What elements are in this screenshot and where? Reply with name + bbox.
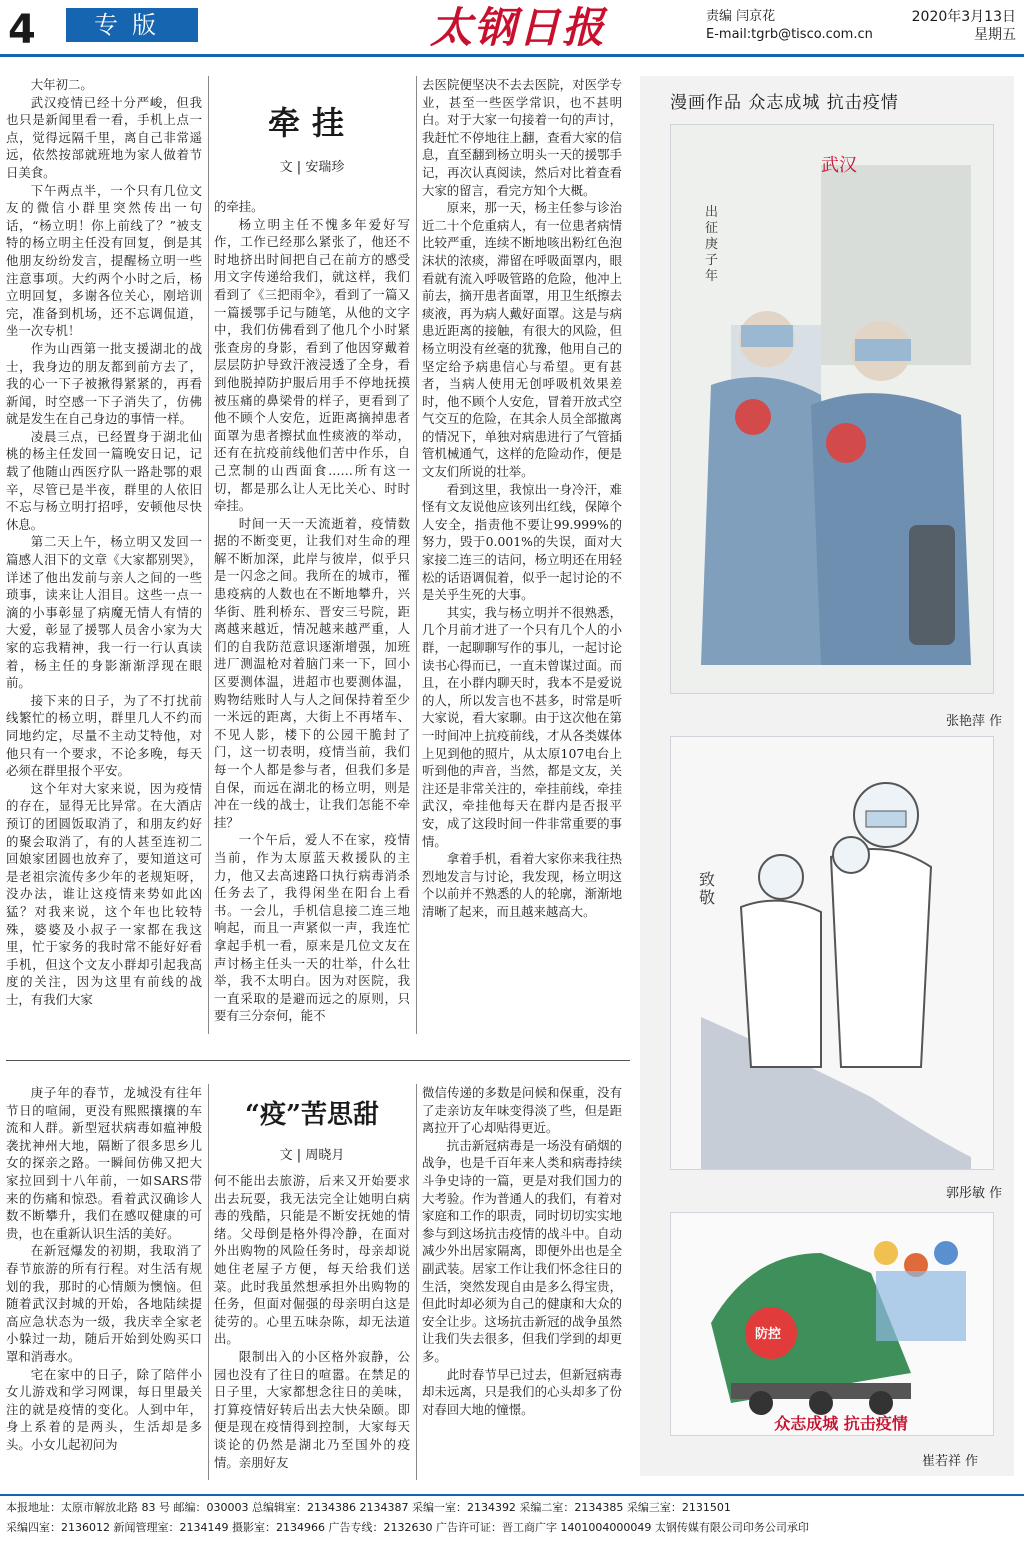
footer-line-1: 本报地址：太原市解放北路 83 号 邮编：030003 总编辑室：2134386 2134387 采编一室：2134392 采编二室：2134385 采编三室：2131501: [6, 1501, 731, 1514]
paragraph: 凌晨三点，已经置身于湖北仙桃的杨主任发回一篇晚安日记，记载了他随山西医疗队一路赴鄂的艰辛，尽管已是半夜，群里的人依旧不忘与杨立明打招呼，安顿他尽快休息。: [6, 428, 202, 532]
column-divider: [416, 1084, 417, 1480]
paragraph: 宅在家中的日子，除了陪伴小女儿游戏和学习网课，每日里最关注的就是疫情的变化。人到中年，身上系着的是两头，生活却是多头。小女儿起初问为: [6, 1366, 202, 1452]
paragraph: 武汉疫情已经十分严峻，但我也只是新闻里看一看，手机上点一点，觉得远隔千里，离自己非常遥远，依然按部就班地为家人做着节日美食。: [6, 94, 202, 180]
article1-byline: 文 | 安瑞珍: [279, 160, 345, 175]
painting-2: [670, 736, 994, 1170]
column-divider: [416, 76, 417, 1034]
paragraph: 杨立明主任不愧多年爱好写作，工作已经那么紧张了，他还不时地挤出时间把自己在前方的感受用文字传递给我们，就这样，我们看到了《三把雨伞》，看到了一篇又一篇援鄂手记与随笔，从他的文字中，我们仿佛看到了他几个小时紧张查房的身影，看到了他因穿戴着层层防护导致汗液浸透了全身，看到他脱掉防护服后用手不停地抚摸被压痛的鼻梁骨的样子，更看到了他不顾个人安危，近距离摘掉患者面罩为患者擦拭血性痰液的举动，还有在抗疫前线他们苦中作乐，自己烹制的山西面食……所有这一切，都是那么让人无比关心、时时牵挂。: [214, 216, 410, 514]
article2-title: “疫”苦思甜: [245, 1100, 379, 1130]
article1-column-1: [6, 76, 202, 1034]
painting-3-banner: 众志成城 抗击疫情: [774, 1414, 908, 1433]
paragraph: 此时春节早已过去，但新冠病毒却未远离，只是我们的心头却多了份对春回大地的憧憬。: [422, 1366, 622, 1417]
header-rule: [0, 54, 1024, 57]
paragraph: 限制出入的小区格外寂静，公园也没有了往日的喧嚣。在禁足的日子里，大家都想念往日的美味，打算疫情好转后出去大快朵颐。即便是现在疫情得到控制，大家每天谈论的仍然是湖北乃至国外的疫情。亲朋好友: [214, 1348, 410, 1470]
footer-line-2: 采编四室：2136012 新闻管理室：2134149 摄影室：2134966 广告专线：2132630 广告许可证：晋工商广字 1401004000049 太钢传媒有限公司印务公司承印: [6, 1521, 809, 1534]
paragraph: 时间一天一天流逝着，疫情数据的不断变更，让我们对生命的理解不断加深，此岸与彼岸，似乎只是一闪念之间。我所在的城市，罹患疫病的人数也在不断地攀升，兴华街、胜利桥东、晋安三号院，距离越来越近，情况越来越严重，人们的自我防范意识逐渐增强，加班进厂测温枪对着脑门来一下，回小区要测体温，进超市也要测体温，购物结账时人与人之间保持着至少一米远的距离，大街上不再堵车、不见人影，楼下的公园干脆封了门，这一切表明，疫情当前，我们每一个人都是参与者，但我们多是自保，而远在湖北的杨立明，则是冲在一线的战士，让我们怎能不牵挂？: [214, 515, 410, 830]
paragraph: 一个午后，爱人不在家，疫情当前，作为太原蓝天救援队的主力，他又去高速路口执行病毒消杀任务去了，我得闲坐在阳台上看书。一会儿，手机信息接二连三地响起，而且一声紧似一声，我连忙拿起手机一看，原来是几位文友在声讨杨主任头一天的壮举，什么壮举，我不太明白。因为对医院，我一直采取的是避而远之的原则，只要有三分奈何，能不: [214, 832, 410, 1024]
paragraph: 去医院便坚决不去去医院，对医学专业，甚至一些医学常识，也不甚明白。对于大家一句接着一句的声讨，我赶忙不停地往上翻，查看大家的信息，直至翻到杨立明头一天的援鄂手记，再次认真阅读，然后对比着查看大家的留言，看完方知个大概。: [422, 77, 622, 198]
issue-weekday: 星期五: [974, 27, 1016, 43]
paragraph: 抗击新冠病毒是一场没有硝烟的战争，也是千百年来人类和病毒持续斗争史诗的一篇，更是对我们国力的大考验。作为普通人的我们，有着对家庭和工作的职责，同时切切实实地参与到这场抗击疫情的战斗中。自动减少外出居家隔离，即便外出也是全副武装。居家工作让我们怀念往日的生活，突然发现自由是多么得宝贵，但此时却必须为自己的健康和大众的安全让步。这场抗击新冠的战争虽然让我们失去很多，但我们学到的却更多。: [422, 1137, 622, 1364]
paragraph: 大年初二。: [30, 77, 93, 92]
painting-2-illustration: [671, 737, 993, 1169]
article2-column-2: [214, 1172, 410, 1480]
issue-date: 2020年3月13日: [911, 9, 1016, 25]
paragraph: 下午两点半，一个只有几位文友的微信小群里突然传出一句话，“杨立明！你上前线了？”被支特的杨立明主任没有回复，倒是其他朋友纷纷发言，提醒杨立明一些注意事项。大约两个小时之后，杨立明回复，多谢各位关心，刚培训完，准备到机场，还不忘调侃道，坐一次专机！: [6, 182, 202, 339]
paragraph: 其实，我与杨立明并不很熟悉，几个月前才进了一个只有几个人的小群，一起聊聊写作的事儿，一起讨论读书心得而已，一直未曾谋过面。而且，在小群内聊天时，我本不是爱说的人，所以发言也不甚多，时常是听大家说，看大家聊。由于这次他在第一时间冲上抗疫前线，才从各类媒体上见到他的照片，从太原107电台上听到他的声音，当然，都是文友，关注还是非常关注的，牵挂前线，牵挂武汉，牵挂他每天在群内是否报平安，成了这段时间一件非常重要的事情。: [422, 604, 622, 849]
paragraph: 接下来的日子，为了不打扰前线繁忙的杨立明，群里几人不约而同地约定，尽量不主动艾特他，对他只有一个要求，不论多晚，每天必须在群里报个平安。: [6, 692, 202, 779]
painting-2-credit: 郭彤敏 作: [946, 1186, 1003, 1201]
painting-3: [670, 1212, 994, 1436]
paragraph: 作为山西第一批支援湖北的战士，我身边的朋友都到前方去了，我的心一下子被揪得紧紧的，再看新闻，时空感一下子消失了，仿佛就是发生在自己身边的事情一样。: [6, 340, 202, 427]
painting-1-inscription: 武汉: [821, 155, 857, 176]
section-label: 专版: [66, 8, 198, 42]
column-divider: [208, 76, 209, 1034]
article-separator: [6, 1060, 630, 1061]
editor-info: [706, 8, 873, 44]
paragraph: 微信传递的多数是问候和保重，没有了走亲访友年味变得淡了些，但是距离拉开了心却贴得更近。: [422, 1085, 622, 1136]
footer-contacts: [0, 1494, 1024, 1543]
painting-1-side-text: 出征 庚子年: [705, 205, 719, 284]
article1-column-3: [422, 76, 622, 1034]
paragraph: 第二天上午，杨立明又发回一篇感人泪下的文章《大家都别哭》，详述了他出发前与亲人之间的一些琐事，读来让人泪目。这些一点一滴的小事彰显了病魔无情人有情的大爱，彰显了援鄂人员舍小家为大家的忘我精神，我一行一行认真读着，杨主任的身影渐渐浮现在眼前。: [6, 534, 202, 691]
paragraph: 的牵挂。: [214, 199, 264, 214]
editor-name: 责编 闫京花: [706, 9, 776, 24]
painting-3-credit: 崔若祥 作: [922, 1454, 979, 1469]
article2-column-1: [6, 1084, 202, 1480]
article2-column-3: [422, 1084, 622, 1480]
art-panel-title: 漫画作品 众志成城 抗击疫情: [670, 93, 899, 113]
paragraph: 原来，那一天，杨主任参与诊治近二十个危重病人，有一位患者病情比较严重，连续不断地咳出粉红色泡沫状的浓痰，滞留在呼吸面罩内，眼看就有流入呼吸管路的危险，他冲上前去，摘开患者面罩，用卫生纸擦去痰液，再为病人戴好面罩。这是与病患近距离的接触，有很大的风险，但杨立明没有丝毫的犹豫，他用自己的坚定给予病患信心与希望。更有甚者，当病人使用无创呼吸机效果差时，他不顾个人安危，冒着开放式空气交互的危险，在其余人员全部撤离的情况下，单独对病患进行了气管插管机械通气，这样的危险动作，便是文友们所说的壮举。: [422, 200, 622, 480]
article2-byline: 文 | 周晓月: [279, 1148, 345, 1163]
editor-email: E-mail:tgrb@tisco.com.cn: [706, 27, 873, 42]
painting-3-inscription: 防控: [755, 1327, 782, 1342]
paragraph: 看到这里，我惊出一身冷汗，难怪有文友说他应该列出红线，保障个人安全，指责他不要让99.999%的努力，毁于0.001%的失误，面对大家接二连三的诘问，杨立明还在用轻松的话语调侃着，似乎一起讨论的不是关乎生死的大事。: [422, 481, 622, 603]
paragraph: 这个年对大家来说，因为疫情的存在，显得无比异常。在大酒店预订的团圆饭取消了，和朋友约好的聚会取消了，有的人甚至连初二回娘家团圆也放弃了，要知道这可是老祖宗流传多少年的老规矩呀，没办法，谁让这疫情来势如此凶猛？对我来说，这个年也比较特殊，婆婆及小叔子一家都在我这里，忙于家务的我时常不能好好看手机，但这个文友小群却引起我高度的关注，因为这里有前线的战士，有我们大家: [6, 780, 202, 1007]
painting-1-credit: 张艳萍 作: [946, 714, 1003, 729]
painting-1: [670, 124, 994, 694]
column-divider: [208, 1084, 209, 1480]
article1-column-2: [214, 198, 410, 1034]
masthead-logo: 太钢日报: [430, 3, 607, 52]
issue-date-block: [892, 8, 1016, 44]
article1-title: 牵挂: [267, 104, 356, 142]
painting-2-inscription: 致敬: [699, 870, 716, 907]
paragraph: 何不能出去旅游，后来又开始要求出去玩耍，我无法完全让她明白病毒的残酷，只能是不断安抚她的情绪。父母倒是格外得冷静，在面对外出购物的风险任务时，母亲却说她住老屋子方便，每天给我们送菜。此时我虽然想承担外出购物的任务，但面对倔强的母亲明白这是徒劳的。心里五味杂陈，却无法道出。: [214, 1173, 410, 1347]
paragraph: 在新冠爆发的初期，我取消了春节旅游的所有行程。对生活有规划的我，那时的心情颇为懊恼。但随着武汉封城的开始，各地陆续提高应急状态为一级，我庆幸全家老小躲过一劫，随后开始到处购买口罩和消毒水。: [6, 1243, 202, 1364]
page-number: 4: [8, 7, 36, 53]
painting-3-illustration: [671, 1213, 993, 1435]
paragraph: 庚子年的春节，龙城没有往年节日的喧闹，更没有熙熙攘攘的车流和人群。新型冠状病毒如瘟神般袭扰神州大地，隔断了很多思乡儿女的探亲之路。一瞬间仿佛又把大家拉回到十八年前，一如SARS带来的伤痛和惊恐。看着武汉确诊人数不断攀升，我们在感叹健康的可贵，也在重新认识生活的美好。: [6, 1085, 202, 1241]
paragraph: 拿着手机，看着大家你来我往热烈地发言与讨论，我发现，杨立明这个以前并不熟悉的人的轮廓，渐渐地清晰了起来，而且越来越高大。: [422, 851, 622, 919]
